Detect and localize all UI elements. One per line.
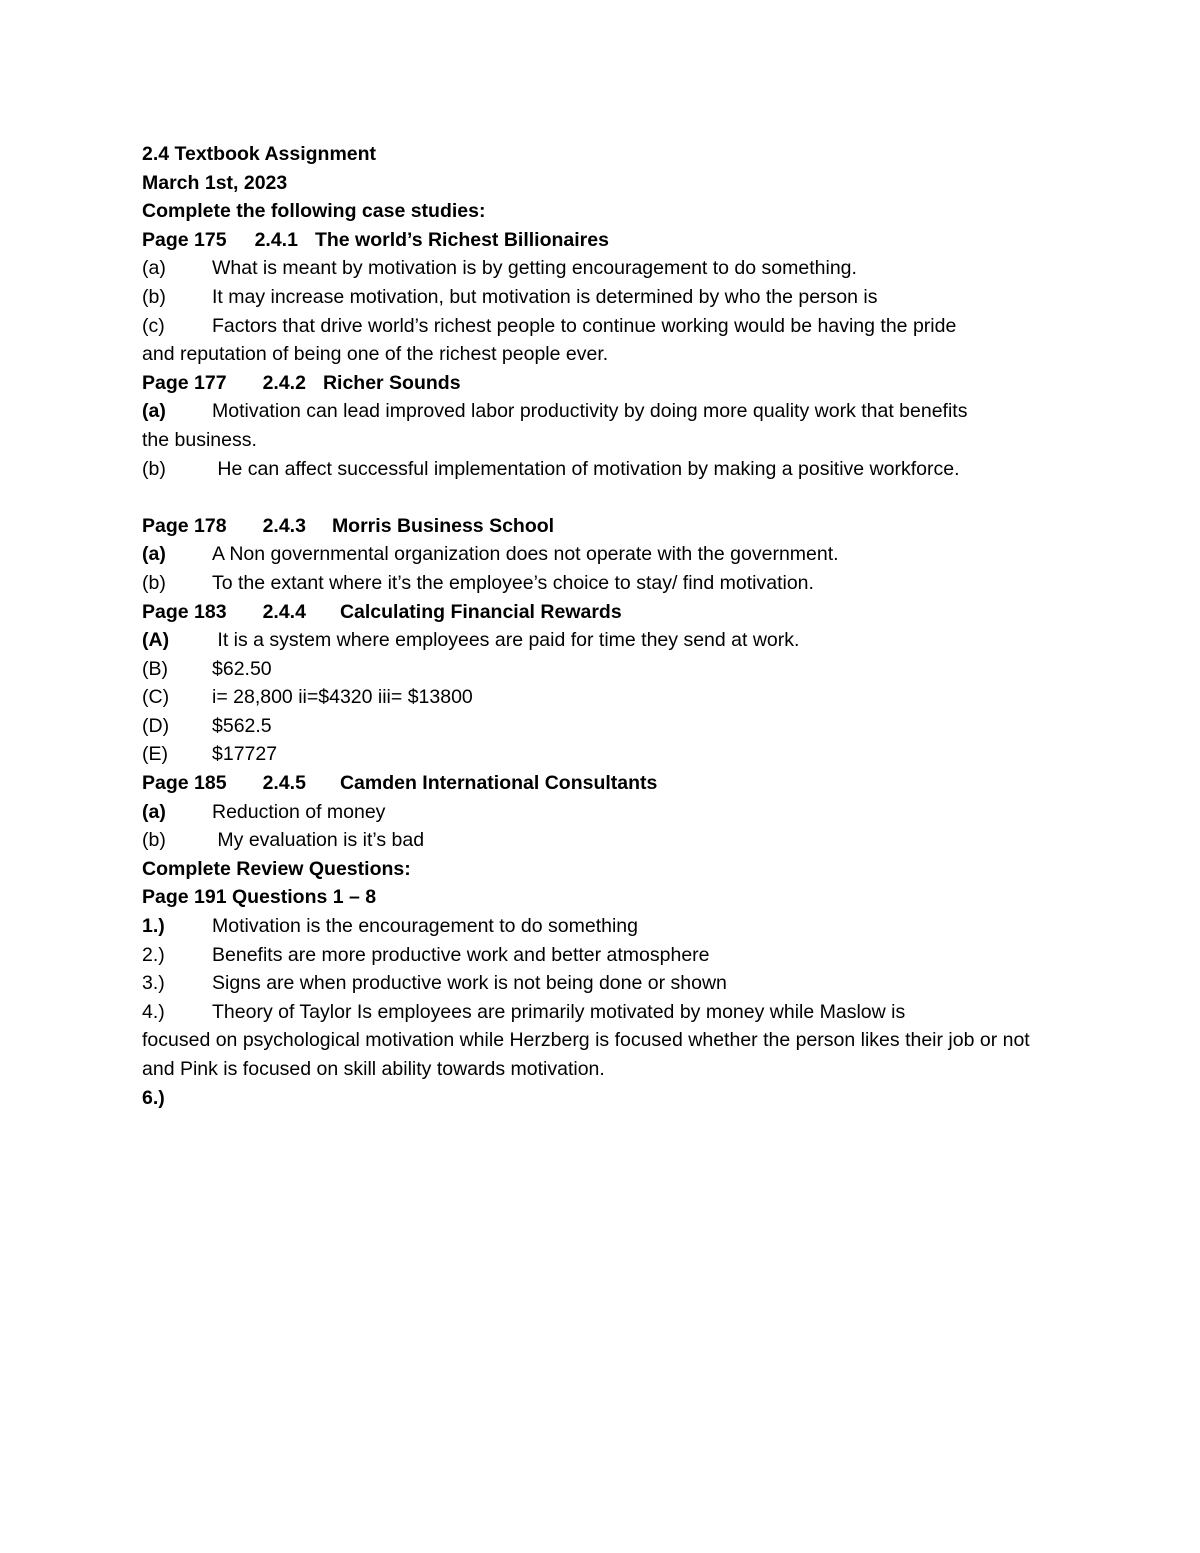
review-item bbox=[142, 941, 1062, 970]
blank-line bbox=[142, 483, 1062, 512]
answer-item bbox=[142, 569, 1062, 598]
answer-text: Reduction of money bbox=[212, 800, 386, 823]
section-page: Page 178 bbox=[142, 514, 227, 537]
answer-item bbox=[142, 798, 1062, 827]
answer-label: (b) bbox=[142, 457, 166, 480]
review-text: Motivation is the encouragement to do something bbox=[212, 915, 639, 938]
section-name: Morris Business School bbox=[331, 514, 555, 537]
answer-text: $17727 bbox=[212, 743, 278, 766]
answer-item bbox=[142, 626, 1062, 655]
answer-item bbox=[142, 826, 1062, 855]
answer-item bbox=[142, 455, 1062, 484]
answer-text: $62.50 bbox=[212, 657, 272, 680]
answer-label: (b) bbox=[142, 571, 166, 594]
answer-text: Factors that drive world’s richest people to continue working would be having the pride bbox=[212, 314, 957, 337]
section-name: Camden International Consultants bbox=[339, 772, 658, 795]
review-label: 1.) bbox=[142, 915, 165, 938]
review-item bbox=[142, 998, 1062, 1027]
answer-label: (C) bbox=[142, 686, 170, 709]
section-page: Page 175 bbox=[142, 228, 227, 251]
review-label: 6.) bbox=[142, 1086, 165, 1109]
answer-label: (b) bbox=[142, 285, 166, 308]
document-page bbox=[142, 140, 1062, 1112]
answer-text: i= 28,800 ii=$4320 iii= $13800 bbox=[212, 686, 473, 709]
section-heading bbox=[142, 598, 1062, 627]
answer-text: $562.5 bbox=[212, 714, 272, 737]
answer-item bbox=[142, 712, 1062, 741]
answer-item bbox=[142, 397, 1062, 426]
answer-text: He can affect successful implementation of motivation by making a positive workforce. bbox=[212, 457, 960, 480]
section-page: Page 183 bbox=[142, 600, 227, 623]
section-code: 2.4.2 bbox=[262, 371, 306, 394]
section-page: Page 185 bbox=[142, 772, 227, 795]
answer-text: It may increase motivation, but motivation is determined by who the person is bbox=[212, 285, 878, 308]
review-label: 3.) bbox=[142, 972, 165, 995]
answer-label: (a) bbox=[142, 257, 166, 280]
answer-continuation: the business. bbox=[142, 428, 257, 451]
answer-item bbox=[142, 740, 1062, 769]
section-code: 2.4.4 bbox=[262, 600, 306, 623]
document-date: March 1st, 2023 bbox=[142, 171, 288, 194]
answer-item bbox=[142, 540, 1062, 569]
answer-label: (a) bbox=[142, 800, 166, 823]
review-label: 4.) bbox=[142, 1000, 165, 1023]
review-heading: Page 191 Questions 1 – 8 bbox=[142, 886, 377, 909]
section-code: 2.4.3 bbox=[262, 514, 306, 537]
review-item bbox=[142, 912, 1062, 941]
answer-label: (a) bbox=[142, 400, 166, 423]
case-studies-intro: Complete the following case studies: bbox=[142, 200, 486, 223]
section-page: Page 177 bbox=[142, 371, 227, 394]
answer-item bbox=[142, 312, 1062, 341]
section-name: The world’s Richest Billionaires bbox=[314, 228, 609, 251]
section-code: 2.4.5 bbox=[262, 772, 306, 795]
section-name: Richer Sounds bbox=[322, 371, 461, 394]
answer-text: What is meant by motivation is by getting encouragement to do something. bbox=[212, 257, 857, 280]
review-continuation: focused on psychological motivation while Herzberg is focused whether the person likes their job or not and Pink is focused on skill ability towards motivation. bbox=[142, 1029, 1030, 1080]
answer-text: To the extant where it’s the employee’s choice to stay/ find motivation. bbox=[212, 571, 814, 594]
section-heading bbox=[142, 769, 1062, 798]
answer-item bbox=[142, 254, 1062, 283]
review-item bbox=[142, 969, 1062, 998]
answer-label: (D) bbox=[142, 714, 170, 737]
answer-text: A Non governmental organization does not operate with the government. bbox=[212, 543, 839, 566]
answer-text: It is a system where employees are paid for time they send at work. bbox=[212, 629, 800, 652]
answer-item bbox=[142, 283, 1062, 312]
review-item bbox=[142, 1084, 1062, 1113]
review-text: Signs are when productive work is not being done or shown bbox=[212, 972, 727, 995]
answer-item bbox=[142, 683, 1062, 712]
answer-label: (E) bbox=[142, 743, 168, 766]
section-code: 2.4.1 bbox=[254, 228, 298, 251]
section-heading bbox=[142, 226, 1062, 255]
answer-label: (b) bbox=[142, 829, 166, 852]
review-label: 2.) bbox=[142, 943, 165, 966]
section-heading bbox=[142, 369, 1062, 398]
answer-label: (A) bbox=[142, 629, 170, 652]
answer-continuation: and reputation of being one of the richest people ever. bbox=[142, 343, 609, 366]
document-title: 2.4 Textbook Assignment bbox=[142, 143, 377, 165]
answer-text: Motivation can lead improved labor productivity by doing more quality work that benefits bbox=[212, 400, 968, 423]
answer-text: My evaluation is it’s bad bbox=[212, 829, 425, 852]
review-text: Theory of Taylor Is employees are primarily motivated by money while Maslow is bbox=[212, 1000, 906, 1023]
answer-item bbox=[142, 655, 1062, 684]
answer-label: (B) bbox=[142, 657, 168, 680]
review-intro: Complete Review Questions: bbox=[142, 857, 411, 880]
answer-label: (a) bbox=[142, 543, 166, 566]
section-heading bbox=[142, 512, 1062, 541]
answer-label: (c) bbox=[142, 314, 165, 337]
section-name: Calculating Financial Rewards bbox=[339, 600, 622, 623]
review-text: Benefits are more productive work and better atmosphere bbox=[212, 943, 710, 966]
